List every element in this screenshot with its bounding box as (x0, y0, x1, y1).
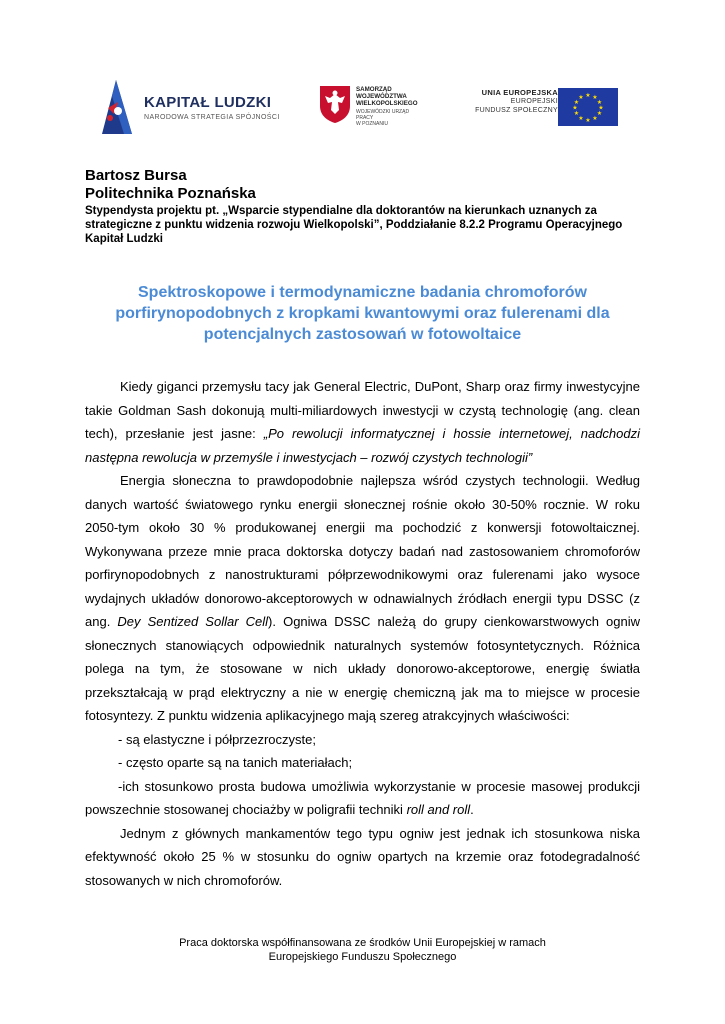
svg-text:★: ★ (578, 94, 584, 101)
paragraph-1 (85, 375, 640, 469)
unia-europejska-logo (468, 88, 628, 128)
project-description: Stypendysta projektu pt. „Wsparcie stypendialne dla doktorantów na kierunkach uznanych za strategiczne z punktu widzenia rozwoju Wielkopolski”, Poddziałanie 8.2.2 Programu Operacyjnego Kapitał Ludzki (85, 205, 623, 245)
svg-text:★: ★ (573, 99, 580, 106)
unia-line2: EUROPEJSKI (510, 98, 558, 105)
samorzad-name (356, 86, 436, 107)
paragraph-2-part-a: Energia słoneczna to prawdopodobnie najlepsza wśród czystych technologii. Według danych wartość światowego rynku energii słonecznej rośnie około 30-50% rocznie. W roku 2050-tym około 30 % produkowanej energii ma pochodzić z konwersji fotowoltaicznej. Wykonywana przeze mnie praca doktorska dotyczy badań nad zastosowaniem chromoforów porfirynopodobnych z nanostrukturami półprzewodnikowymi oraz fulerenami jako wysoce wydajnych układów donorowo-akceptorowych w odnawialnych źródłach energii typu DSSC (z ang. (85, 473, 640, 629)
samorzad-line1: SAMORZĄD WOJEWÓDZTWA (356, 86, 407, 100)
paragraph-2 (85, 469, 640, 728)
author-university: Politechnika Poznańska (85, 185, 256, 202)
unia-text (475, 88, 558, 115)
list-item-3-part-b: . (470, 802, 474, 817)
list-item-3 (85, 775, 640, 822)
svg-text:★: ★ (592, 115, 598, 122)
eu-flag-icon (558, 88, 618, 126)
wup-name (356, 109, 416, 127)
author-name: Bartosz Bursa (85, 167, 187, 184)
kapital-ludzki-title: KAPITAŁ LUDZKI (144, 94, 272, 111)
samorzad-line4: W POZNANIU (356, 121, 388, 127)
samorzad-logo (318, 84, 448, 134)
list-item-1: - są elastyczne i półprzezroczyste; (118, 731, 316, 747)
svg-text:★: ★ (573, 110, 580, 117)
paragraph-3: Jednym z głównych mankamentów tego typu ogniw jest jednak ich stosunkowa niska efektywność około 25 % w stosunku do ogniw opartych na krzemie oraz fotodegradalność stosowanych w nich chromoforów. (85, 825, 640, 888)
document-body (85, 375, 640, 892)
eagle-shield-icon (318, 84, 352, 124)
footer-line1: Praca doktorska współfinansowana ze środków Unii Europejskiej w ramach (179, 937, 546, 949)
paragraph-1-quote: „Po rewolucji informatycznej i hossie internetowej, nadchodzi następna rewolucja w przemyśle i inwestycjach – rozwój czystych technologii” (85, 426, 640, 465)
svg-text:★: ★ (585, 117, 591, 124)
kapital-ludzki-logo (98, 78, 298, 136)
svg-text:★: ★ (596, 99, 603, 106)
unia-line3: FUNDUSZ SPOŁECZNY (475, 107, 558, 114)
paragraph-2-term: Dey Sentized Sollar Cell (117, 614, 269, 629)
samorzad-line3: WOJEWÓDZKI URZĄD PRACY (356, 109, 410, 121)
unia-line1: UNIA EUROPEJSKA (481, 88, 558, 97)
svg-text:★: ★ (578, 115, 584, 122)
footer-line2: Europejskiego Funduszu Społecznego (268, 951, 457, 963)
document-title: Spektroskopowe i termodynamiczne badania chromoforów porfirynopodobnych z kropkami kwantowymi oraz fulerenami dla potencjalnych zastosowań w fotowoltaice (115, 284, 610, 343)
svg-text:★: ★ (596, 110, 603, 117)
svg-text:★: ★ (598, 104, 604, 112)
list-item-2: - często oparte są na tanich materiałach; (118, 755, 353, 770)
logo-bar (0, 74, 725, 138)
svg-text:★: ★ (572, 104, 578, 112)
author-block (85, 167, 655, 246)
list-item-3-part-a: -ich stosunkowo prosta budowa umożliwia wykorzystanie w procesie masowej produkcji powszechnie stosowanej chociażby w poligrafii techniki (85, 778, 640, 817)
kapital-ludzki-subtitle: NARODOWA STRATEGIA SPÓJNOŚCI (144, 114, 280, 121)
list-item-3-term: roll and roll (406, 802, 471, 817)
footer (85, 936, 640, 964)
paragraph-1-text: Kiedy giganci przemysłu tacy jak General Electric, DuPont, Sharp oraz firmy inwestycyjne takie Goldman Sash dokonują multi-miliardowych inwestycji w czystą technologię (ang. clean tech), przesłanie jest jasne: (85, 379, 640, 441)
svg-text:★: ★ (585, 92, 591, 99)
samorzad-line2: WIELKOPOLSKIEGO (356, 100, 418, 107)
paragraph-2-part-b: ). Ogniwa DSSC należą do grupy cienkowarstwowych ogniw słonecznych stanowiących odpowiednik naturalnych systemów fotosyntetycznych. Różnica polega na tym, że stosowane w nich układy donorowo-akceptorowe, energię światła przekształcają w prąd elektryczny a nie w energię chemiczną jak ma to miejsce w procesie fotosyntezy. Z punktu widzenia aplikacyjnego mają szereg atrakcyjnych właściwości: (85, 614, 640, 723)
svg-text:★: ★ (592, 94, 598, 101)
kapital-ludzki-emblem-icon (98, 78, 142, 136)
